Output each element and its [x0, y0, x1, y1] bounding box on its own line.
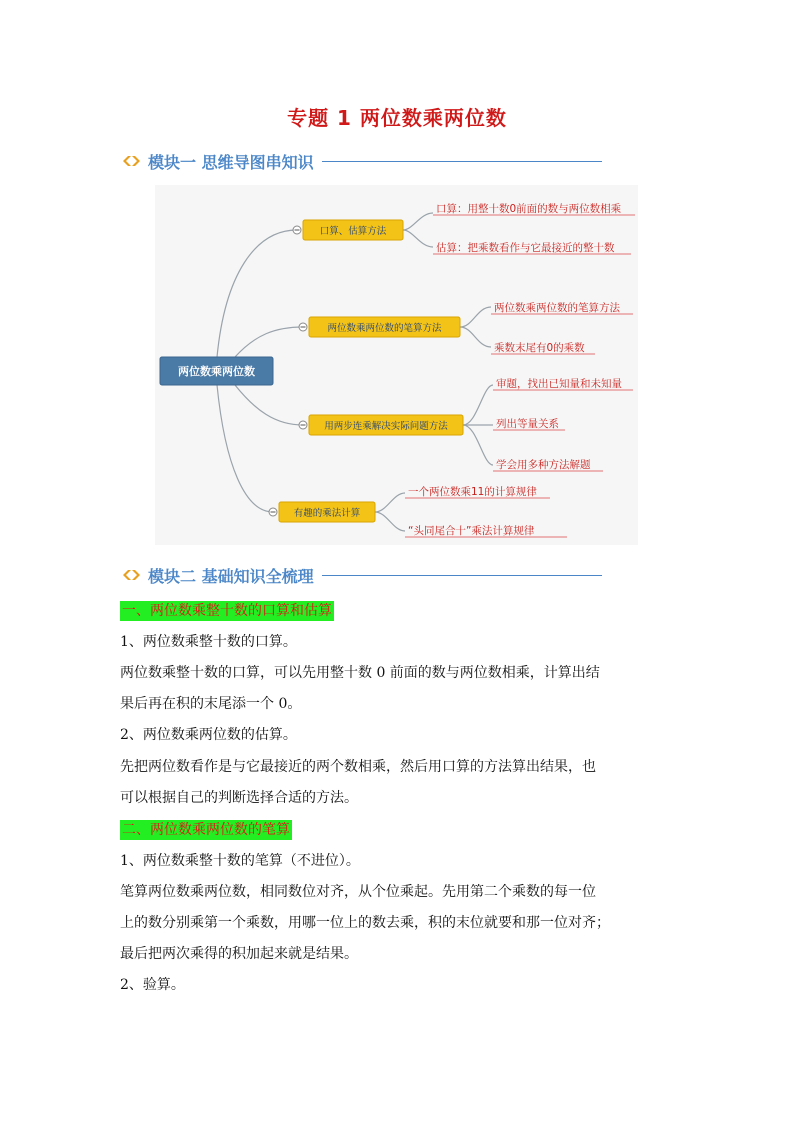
section-heading: 一、两位数乘整十数的口算和估算 [122, 603, 332, 619]
paragraph-line: 上的数分别乘第一个乘数，用哪一位上的数去乘，积的末位就要和那一位对齐； [120, 915, 610, 931]
leaf-item: 学会用多种方法解题 [496, 459, 591, 471]
page-title: 专题 1 两位数乘两位数 [287, 106, 507, 130]
branch-1-label: 口算、估算方法 [319, 226, 387, 237]
divider [322, 575, 602, 576]
paragraph-line: 1、两位数乘整十数的口算。 [120, 634, 297, 650]
paragraph-line: 可以根据自己的判断选择合适的方法。 [120, 790, 358, 806]
branch-3-label: 用两步连乘解决实际问题方法 [324, 421, 448, 432]
paragraph-line: 2、验算。 [120, 977, 185, 993]
paragraph-line: 1、两位数乘整十数的笔算（不进位）。 [120, 853, 360, 869]
module-header-2 [122, 564, 602, 586]
paragraph-line: 果后再在积的末尾添一个 0。 [120, 696, 302, 712]
leaf-item: 审题，找出已知量和未知量 [496, 378, 622, 390]
leaf-item: 口算：用整十数0前面的数与两位数相乘 [436, 203, 622, 215]
mind-map [155, 185, 638, 545]
root-label: 两位数乘两位数 [178, 365, 255, 378]
leaf-item: 估算：把乘数看作与它最接近的整十数 [436, 242, 615, 254]
paragraph-line: 两位数乘整十数的口算，可以先用整十数 0 前面的数与两位数相乘，计算出结 [120, 665, 600, 681]
collapse-markers [269, 226, 307, 516]
divider [322, 161, 602, 162]
leaf-item: 列出等量关系 [496, 418, 559, 430]
leaf-item: 一个两位数乘11的计算规律 [408, 486, 537, 498]
branch-2-label: 两位数乘两位数的笔算方法 [327, 323, 442, 334]
leaf-item: 两位数乘两位数的笔算方法 [494, 302, 620, 314]
section-heading: 二、两位数乘两位数的笔算 [122, 822, 290, 838]
module-header-1 [122, 150, 602, 172]
module-title: 模块二 基础知识全梳理 [148, 566, 314, 586]
paragraph-line: 2、两位数乘两位数的估算。 [120, 727, 297, 743]
branch-4-label: 有趣的乘法计算 [293, 508, 361, 519]
paragraph-line: 先把两位数看作是与它最接近的两个数相乘，然后用口算的方法算出结果，也 [120, 759, 596, 775]
double-chevron-icon [122, 568, 144, 582]
leaf-item: “头同尾合十”乘法计算规律 [408, 525, 535, 537]
paragraph-line: 最后把两次乘得的积加起来就是结果。 [120, 946, 358, 962]
paragraph-line: 笔算两位数乘两位数，相同数位对齐，从个位乘起。先用第二个乘数的每一位 [120, 884, 596, 900]
leaf-item: 乘数末尾有0的乘数 [494, 342, 585, 354]
module-title: 模块一 思维导图串知识 [148, 152, 314, 172]
double-chevron-icon [122, 154, 144, 168]
